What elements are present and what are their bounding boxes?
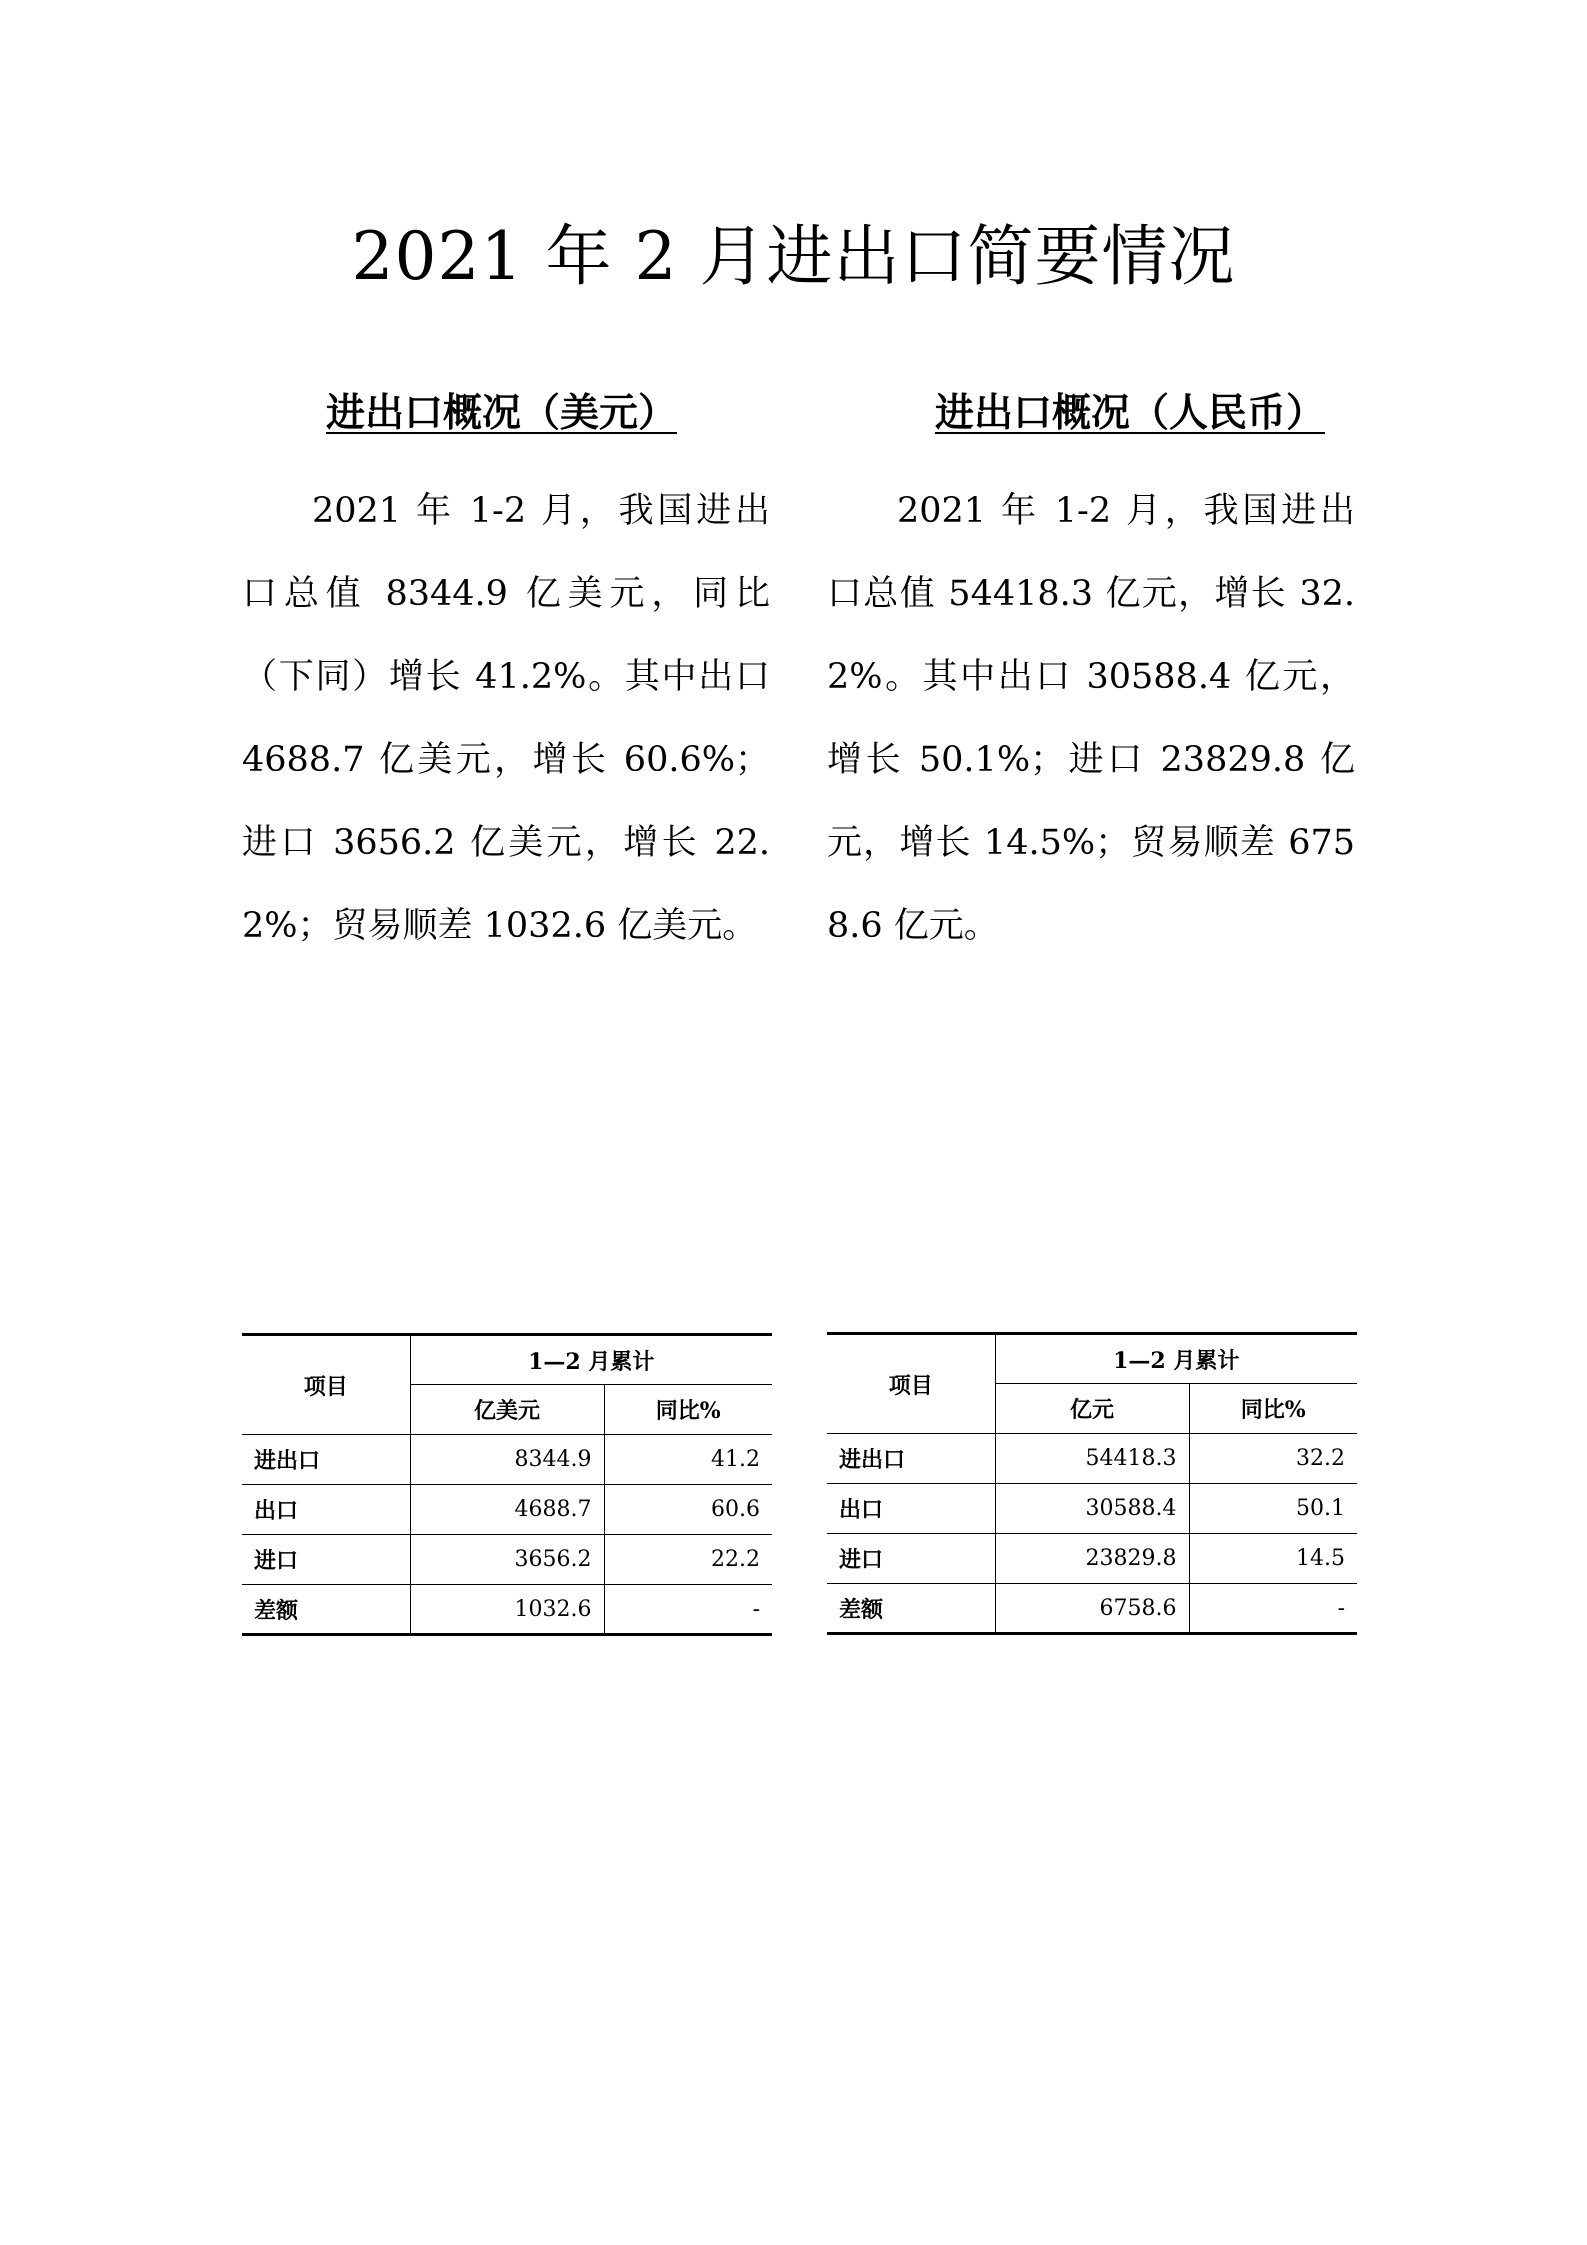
row-yoy: 22.2: [604, 1535, 772, 1585]
row-value: 54418.3: [995, 1434, 1189, 1484]
row-yoy: 60.6: [604, 1485, 772, 1535]
row-label: 进出口: [242, 1435, 410, 1485]
row-value: 23829.8: [995, 1534, 1189, 1584]
table-header-row: [827, 1334, 1357, 1384]
row-value: 8344.9: [410, 1435, 604, 1485]
cny-heading: 进出口概况（人民币）: [935, 390, 1326, 436]
page-title: 2021 年 2 月进出口简要情况: [351, 218, 1236, 295]
table-row: [827, 1534, 1357, 1584]
header-value: 亿美元: [410, 1385, 604, 1435]
row-label: 进口: [827, 1534, 995, 1584]
header-item: 项目: [242, 1335, 410, 1435]
row-yoy: 41.2: [604, 1435, 772, 1485]
row-label: 出口: [827, 1484, 995, 1534]
row-yoy: 14.5: [1189, 1534, 1357, 1584]
row-label: 差额: [242, 1585, 410, 1635]
row-value: 1032.6: [410, 1585, 604, 1635]
usd-table: [242, 1333, 772, 1636]
row-value: 3656.2: [410, 1535, 604, 1585]
table-row: [242, 1535, 772, 1585]
table-row: [242, 1585, 772, 1635]
table-header-row: [242, 1335, 772, 1385]
row-label: 进口: [242, 1535, 410, 1585]
header-group: 1—2 月累计: [995, 1334, 1357, 1384]
table-row: [242, 1485, 772, 1535]
header-group: 1—2 月累计: [410, 1335, 772, 1385]
usd-heading: 进出口概况（美元）: [326, 390, 678, 436]
row-value: 30588.4: [995, 1484, 1189, 1534]
row-value: 4688.7: [410, 1485, 604, 1535]
table-row: [242, 1435, 772, 1485]
row-label: 差额: [827, 1584, 995, 1634]
cny-paragraph: 2021 年 1-2 月，我国进出口总值 54418.3 亿元，增长 32.2%。其中出口 30588.4 亿元，增长 50.1%；进口 23829.8 亿元，增长 14.5%；贸易顺差 6758.6 亿元。: [827, 491, 1355, 946]
usd-paragraph: 2021 年 1-2 月，我国进出口总值 8344.9 亿美元，同比（下同）增长 41.2%。其中出口 4688.7 亿美元，增长 60.6%；进口 3656.2 亿美元，增长 22.2%；贸易顺差 1032.6 亿美元。: [242, 491, 770, 946]
row-yoy: -: [604, 1585, 772, 1635]
row-yoy: -: [1189, 1584, 1357, 1634]
header-yoy: 同比%: [1189, 1384, 1357, 1434]
row-label: 出口: [242, 1485, 410, 1535]
row-value: 6758.6: [995, 1584, 1189, 1634]
header-item: 项目: [827, 1334, 995, 1434]
header-yoy: 同比%: [604, 1385, 772, 1435]
table-row: [827, 1484, 1357, 1534]
header-value: 亿元: [995, 1384, 1189, 1434]
table-row: [827, 1584, 1357, 1634]
table-row: [827, 1434, 1357, 1484]
row-yoy: 32.2: [1189, 1434, 1357, 1484]
row-yoy: 50.1: [1189, 1484, 1357, 1534]
cny-table: [827, 1332, 1357, 1635]
row-label: 进出口: [827, 1434, 995, 1484]
